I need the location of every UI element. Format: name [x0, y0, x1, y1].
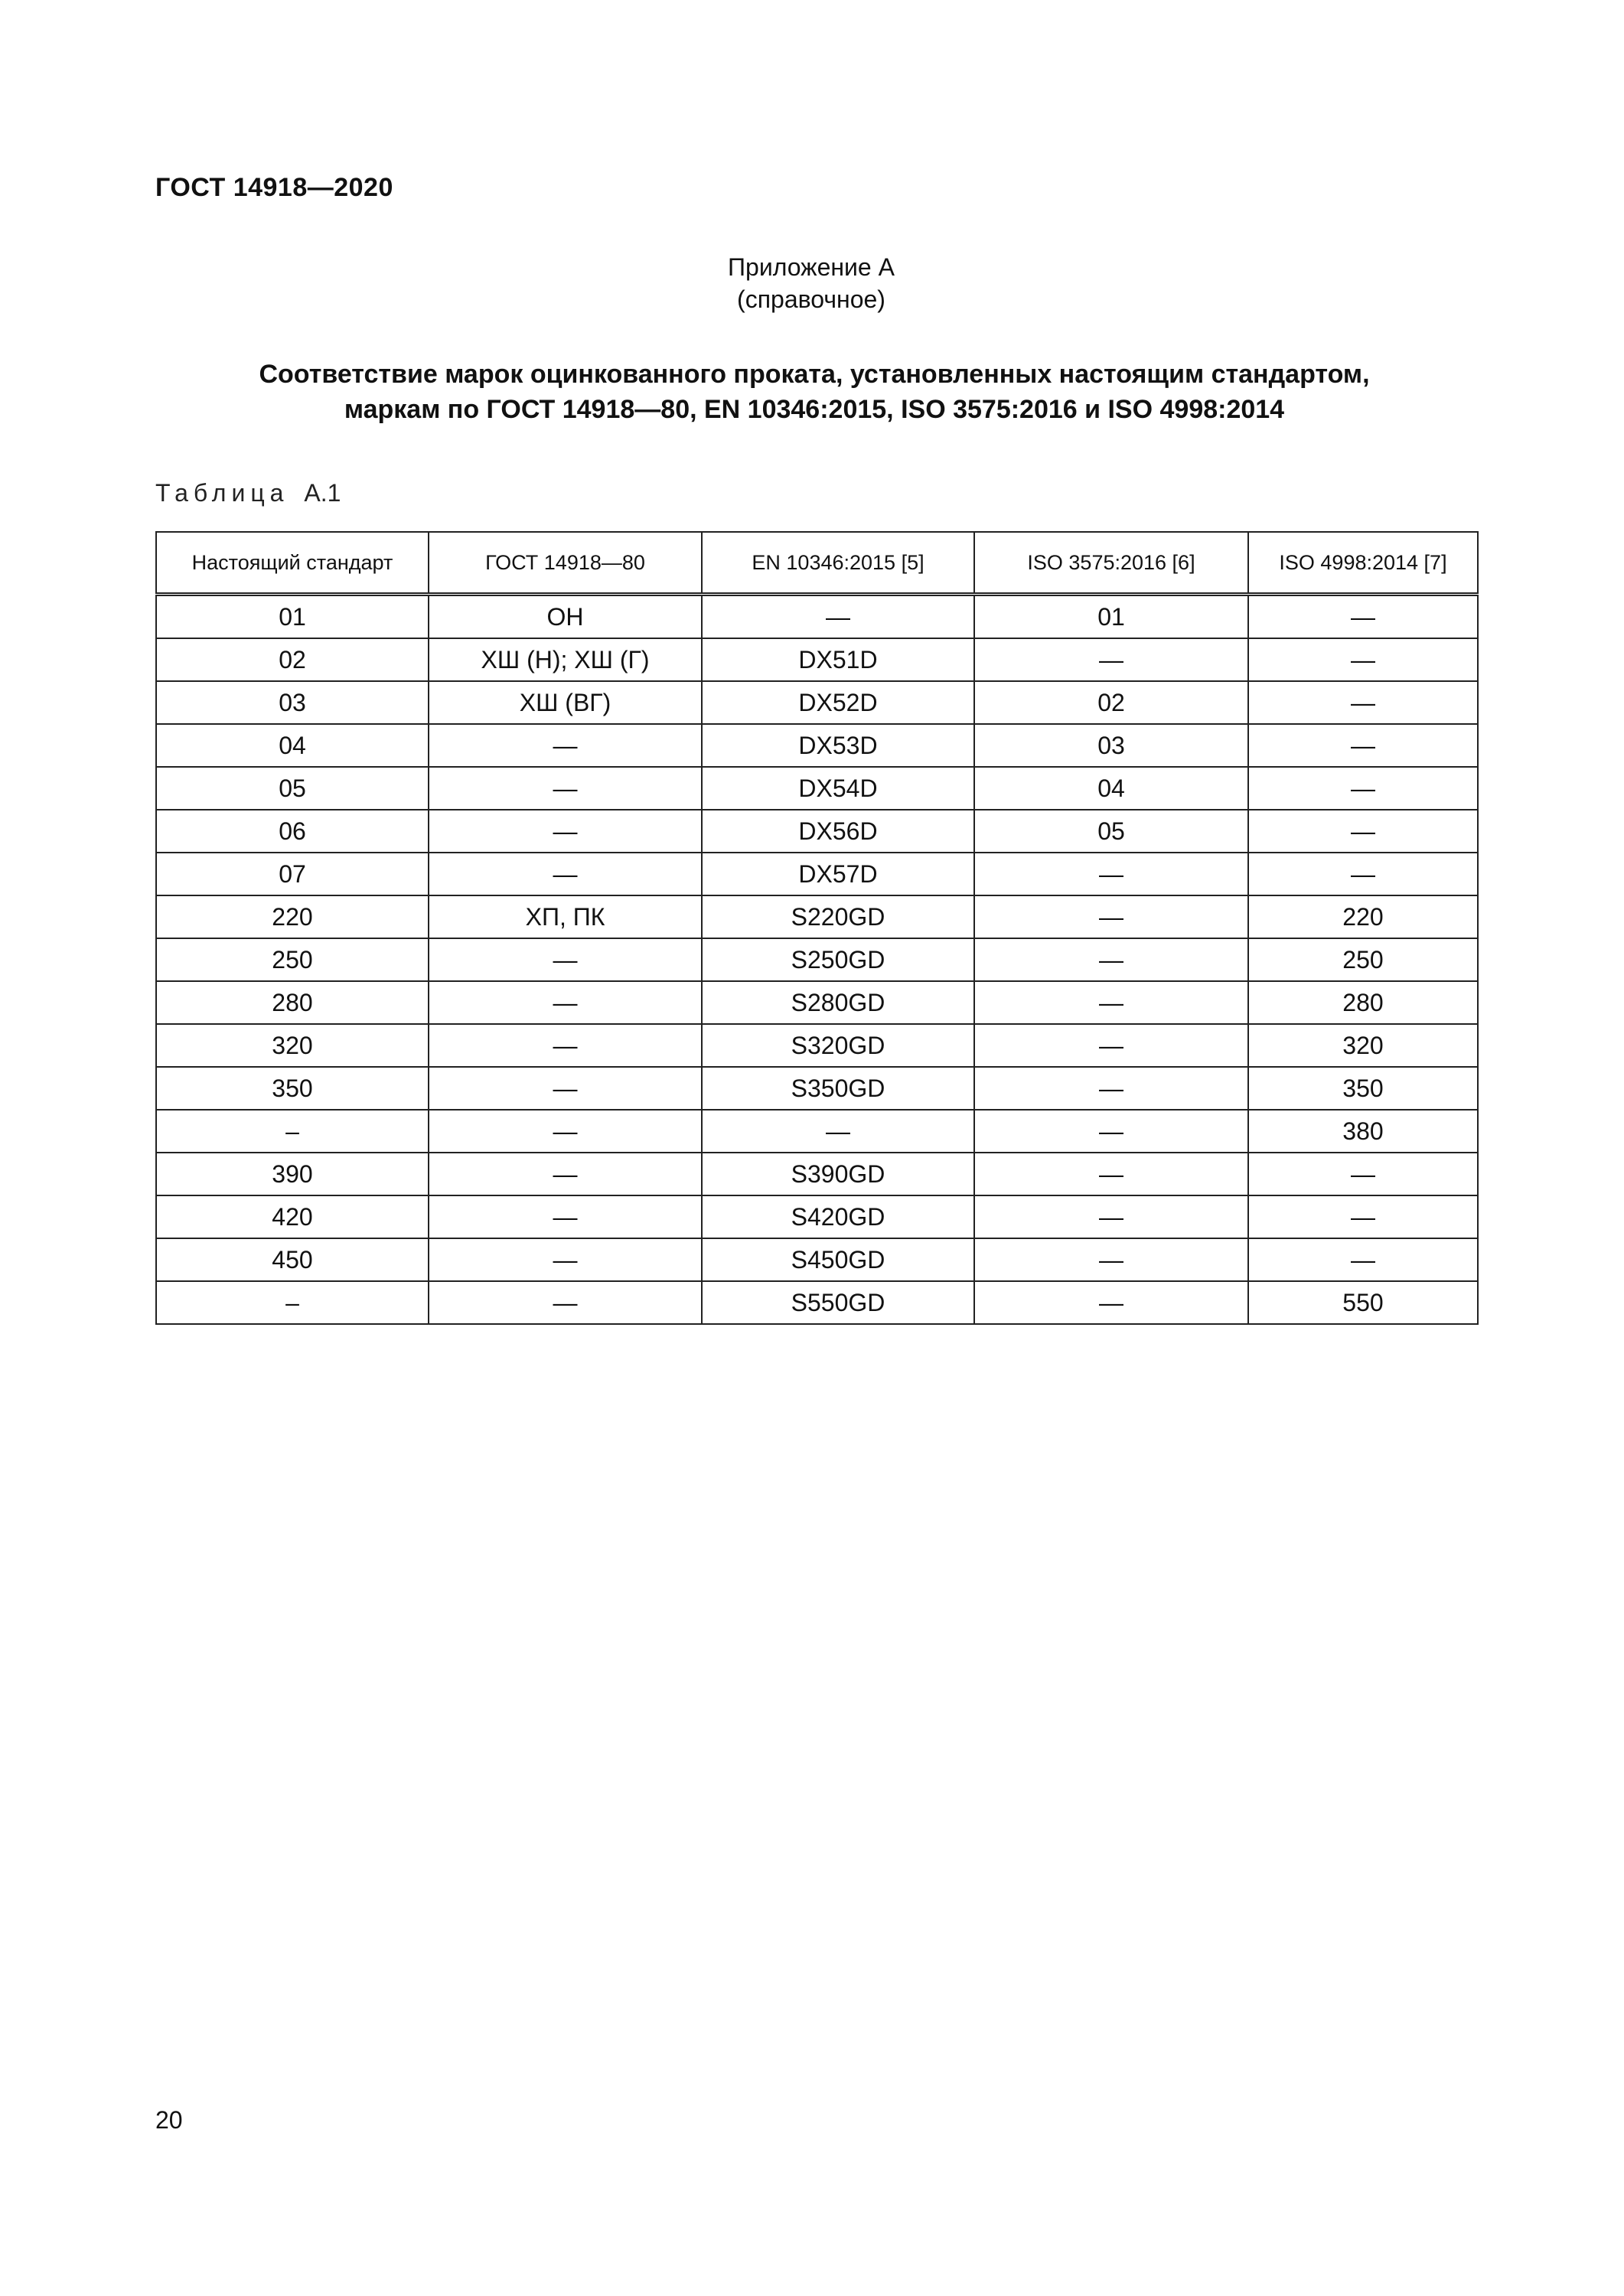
table-cell: ХШ (Н); ХШ (Г): [429, 638, 702, 681]
table-cell: DX54D: [702, 767, 974, 810]
table-cell: 320: [156, 1024, 429, 1067]
table-caption-label: Таблица: [155, 479, 289, 507]
table-row: [156, 595, 1478, 639]
table-cell: —: [429, 981, 702, 1024]
table-row: [156, 981, 1478, 1024]
table-cell: 05: [156, 767, 429, 810]
table-cell: 02: [156, 638, 429, 681]
table-cell: –: [156, 1281, 429, 1324]
table-cell: —: [1248, 1153, 1478, 1195]
table-cell: —: [429, 767, 702, 810]
table-cell: —: [429, 724, 702, 767]
table-body: [156, 595, 1478, 1325]
table-cell: —: [1248, 595, 1478, 639]
table-cell: –: [156, 1110, 429, 1153]
table-cell: —: [974, 638, 1248, 681]
table-row: [156, 1281, 1478, 1324]
document-code: ГОСТ 14918—2020: [155, 173, 393, 202]
table-cell: 03: [974, 724, 1248, 767]
table-caption-number: А.1: [304, 479, 341, 507]
table-cell: S550GD: [702, 1281, 974, 1324]
table-row: [156, 638, 1478, 681]
table-row: [156, 767, 1478, 810]
table-cell: 220: [1248, 895, 1478, 938]
table-cell: ОН: [429, 595, 702, 639]
page-number: 20: [155, 2106, 183, 2134]
table-cell: 01: [974, 595, 1248, 639]
table-cell: 320: [1248, 1024, 1478, 1067]
table-cell: S320GD: [702, 1024, 974, 1067]
table-cell: 450: [156, 1238, 429, 1281]
table-cell: S450GD: [702, 1238, 974, 1281]
table-cell: DX56D: [702, 810, 974, 853]
table-cell: 250: [156, 938, 429, 981]
table-cell: 550: [1248, 1281, 1478, 1324]
table-cell: S220GD: [702, 895, 974, 938]
table-cell: —: [1248, 853, 1478, 895]
table-cell: —: [974, 1153, 1248, 1195]
table-cell: DX57D: [702, 853, 974, 895]
table-cell: S420GD: [702, 1195, 974, 1238]
table-cell: —: [974, 938, 1248, 981]
table-cell: —: [429, 938, 702, 981]
table-cell: —: [974, 853, 1248, 895]
table-cell: —: [974, 1281, 1248, 1324]
column-header: Настоящий стандарт: [156, 532, 429, 595]
table-cell: S390GD: [702, 1153, 974, 1195]
title-line-1: Соответствие марок оцинкованного проката, установленных настоящим стандартом,: [259, 360, 1370, 389]
table-cell: —: [974, 895, 1248, 938]
table-row: [156, 938, 1478, 981]
table-cell: 280: [1248, 981, 1478, 1024]
table-cell: 250: [1248, 938, 1478, 981]
table-row: [156, 1238, 1478, 1281]
table-cell: —: [1248, 1238, 1478, 1281]
table-cell: —: [1248, 638, 1478, 681]
table-cell: ХП, ПК: [429, 895, 702, 938]
table-cell: —: [429, 1067, 702, 1110]
table-cell: DX51D: [702, 638, 974, 681]
table-cell: 06: [156, 810, 429, 853]
table-row: [156, 810, 1478, 853]
table-cell: S250GD: [702, 938, 974, 981]
table-cell: 380: [1248, 1110, 1478, 1153]
table-cell: —: [1248, 724, 1478, 767]
table-row: [156, 1153, 1478, 1195]
table-cell: 04: [156, 724, 429, 767]
table-cell: 01: [156, 595, 429, 639]
table-cell: 350: [156, 1067, 429, 1110]
table-cell: 350: [1248, 1067, 1478, 1110]
table-cell: 390: [156, 1153, 429, 1195]
table-cell: S350GD: [702, 1067, 974, 1110]
table-cell: DX52D: [702, 681, 974, 724]
table-cell: 02: [974, 681, 1248, 724]
table-cell: —: [1248, 810, 1478, 853]
appendix-title: Приложение А: [728, 253, 895, 281]
table-cell: —: [974, 1195, 1248, 1238]
appendix-main-title: [155, 357, 1473, 427]
table-cell: —: [974, 1238, 1248, 1281]
table-cell: —: [429, 1281, 702, 1324]
appendix-type: (справочное): [737, 285, 885, 313]
table-header-row: [156, 532, 1478, 595]
table-row: [156, 1024, 1478, 1067]
table-row: [156, 1195, 1478, 1238]
table-cell: —: [1248, 681, 1478, 724]
table-cell: —: [429, 1024, 702, 1067]
table-cell: —: [429, 853, 702, 895]
table-cell: —: [1248, 767, 1478, 810]
column-header: ГОСТ 14918—80: [429, 532, 702, 595]
table-cell: DX53D: [702, 724, 974, 767]
table-cell: —: [429, 1195, 702, 1238]
table-cell: —: [702, 595, 974, 639]
table-cell: —: [974, 1110, 1248, 1153]
table-cell: 420: [156, 1195, 429, 1238]
table-cell: 05: [974, 810, 1248, 853]
table-row: [156, 1110, 1478, 1153]
grade-correspondence-table: [155, 531, 1479, 1325]
table-row: [156, 681, 1478, 724]
table-row: [156, 895, 1478, 938]
table-cell: —: [702, 1110, 974, 1153]
table-cell: ХШ (ВГ): [429, 681, 702, 724]
table-cell: —: [974, 981, 1248, 1024]
table-cell: 07: [156, 853, 429, 895]
table-cell: —: [429, 810, 702, 853]
table-cell: 220: [156, 895, 429, 938]
table-cell: 03: [156, 681, 429, 724]
column-header: EN 10346:2015 [5]: [702, 532, 974, 595]
column-header: ISO 3575:2016 [6]: [974, 532, 1248, 595]
title-line-2: маркам по ГОСТ 14918—80, EN 10346:2015, ISO 3575:2016 и ISO 4998:2014: [344, 395, 1285, 424]
table-cell: —: [429, 1153, 702, 1195]
appendix-heading: [658, 251, 964, 315]
table-cell: —: [1248, 1195, 1478, 1238]
table-cell: 04: [974, 767, 1248, 810]
table-cell: —: [974, 1067, 1248, 1110]
table-cell: —: [429, 1238, 702, 1281]
table-row: [156, 853, 1478, 895]
table-row: [156, 1067, 1478, 1110]
table-caption: [155, 479, 341, 507]
table-cell: —: [429, 1110, 702, 1153]
table-row: [156, 724, 1478, 767]
table-cell: S280GD: [702, 981, 974, 1024]
table-cell: 280: [156, 981, 429, 1024]
column-header: ISO 4998:2014 [7]: [1248, 532, 1478, 595]
table-cell: —: [974, 1024, 1248, 1067]
